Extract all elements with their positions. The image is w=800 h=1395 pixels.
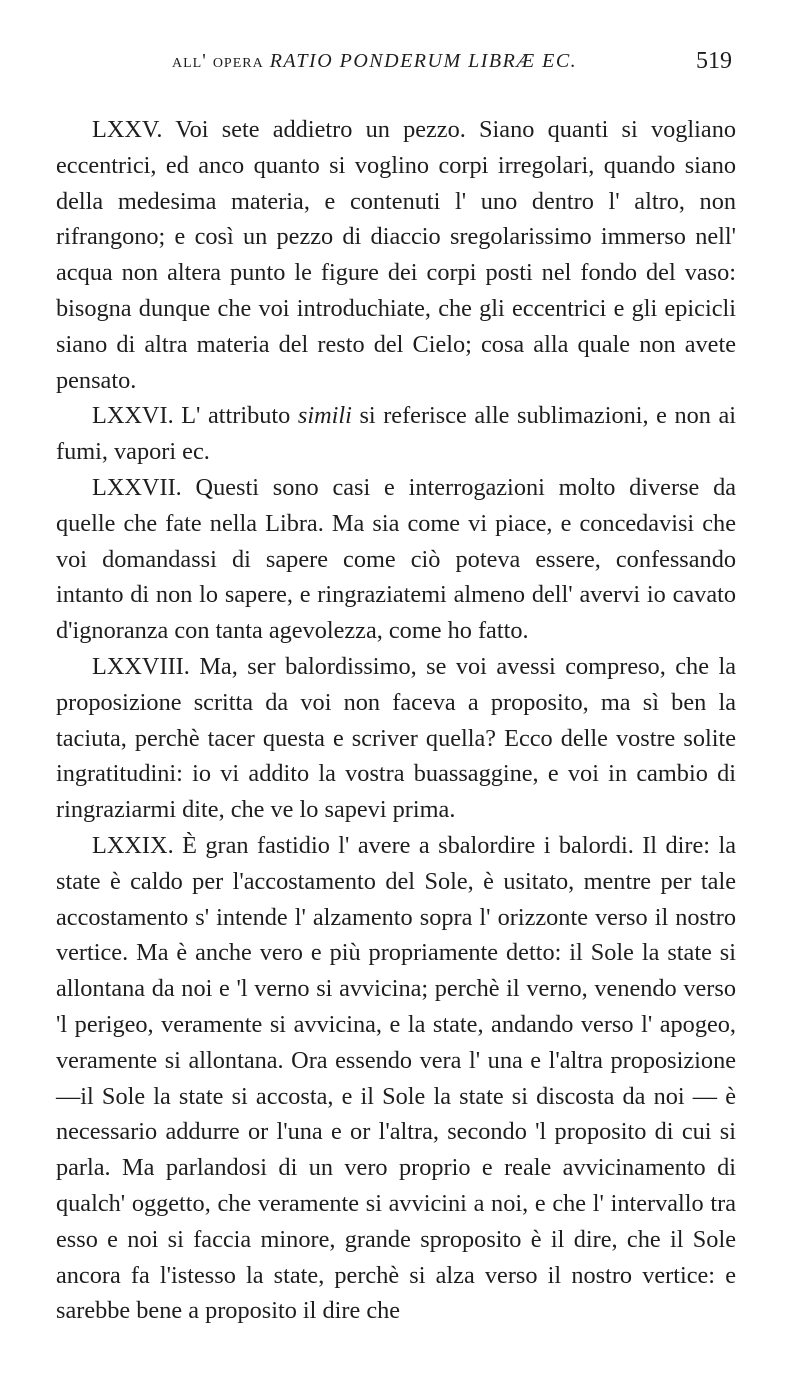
paragraph-number: LXXIX. bbox=[92, 831, 174, 859]
paragraph-number: LXXVI. bbox=[92, 402, 174, 430]
paragraph-lxxv bbox=[56, 112, 736, 398]
running-header bbox=[172, 50, 732, 86]
paragraph-text-italic: simili bbox=[297, 402, 352, 430]
paragraph-text: Ma, ser balordissimo, se voi avessi compreso, che la proposizione scritta da voi non faceva a proposito, ma sì ben la taciuta, perchè tacer questa e scriver quella? Ecco delle vostre solite ingratitudini: io vi addito la vostra buassaggine, e voi in cambio di ringraziarmi dite, che ve lo sapevi prima. bbox=[56, 652, 736, 824]
paragraph-lxxvi bbox=[56, 398, 736, 470]
paragraph-text: Voi sete addietro un pezzo. Siano quanti si vogliano eccentrici, ed anco quanto si voglino corpi irregolari, quando siano della medesima materia, e contenuti l' uno dentro l' altro, non rifrangono; e così un pezzo di diaccio sregolarissimo immerso nell' acqua non altera punto le figure dei corpi posti nel fondo del vaso: bisogna dunque che voi introduchiate, che gli eccentrici e gli epicicli siano di altra materia del resto del Cielo; cosa alla quale non avete pensato. bbox=[56, 116, 736, 394]
paragraph-lxxvii bbox=[56, 470, 736, 649]
page-number: 519 bbox=[696, 48, 732, 74]
paragraph-number: LXXVII. bbox=[92, 473, 182, 501]
paragraph-lxxviii bbox=[56, 649, 736, 828]
running-title-italic: RATIO PONDERUM LIBRÆ EC. bbox=[269, 50, 578, 72]
running-title bbox=[172, 50, 577, 73]
running-prefix: all' opera bbox=[172, 50, 270, 72]
paragraph-number: LXXVIII. bbox=[92, 652, 190, 680]
paragraph-text-before: L' attributo bbox=[181, 402, 298, 430]
paragraph-lxxix bbox=[56, 828, 736, 1329]
paragraph-text: Questi sono casi e interrogazioni molto diverse da quelle che fate nella Libra. Ma sia come vi piace, e concedavisi che voi domandassi di sapere come ciò poteva essere, confessando intanto di non lo sapere, e ringraziatemi almeno dell' avervi io cavato d'ignoranza con tanta agevolezza, come ho fatto. bbox=[56, 473, 737, 645]
body-text bbox=[56, 112, 736, 1329]
paragraph-text: È gran fastidio l' avere a sbalordire i balordi. Il dire: la state è caldo per l'accostamento del Sole, è usitato, mentre per tale accostamento s' intende l' alzamento sopra l' orizzonte verso il nostro vertice. Ma è anche vero e più propriamente detto: il Sole la state si allontana da noi e 'l verno si avvicina; perchè il verno, venendo verso 'l perigeo, veramente si avvicina, e la state, andando verso l' apogeo, veramente si allontana. Ora essendo vera l' una e l'altra proposizione—il Sole la state si accosta, e il Sole la state si discosta da noi — è necessario addurre or l'una e or l'altra, secondo 'l proposito di cui si parla. Ma parlandosi di un vero proprio e reale avvicinamento di qualch' oggetto, che veramente si avvicini a noi, e che l' intervallo tra esso e noi si faccia minore, grande sproposito è il dire, che il Sole ancora fa l'istesso la state, perchè si alza verso il nostro vertice: e sarebbe bene a proposito il dire che bbox=[56, 831, 736, 1325]
paragraph-number: LXXV. bbox=[92, 116, 163, 143]
paragraph-text-after: si referisce alle sublimazioni, e non ai fumi, vapori ec. bbox=[56, 402, 736, 466]
